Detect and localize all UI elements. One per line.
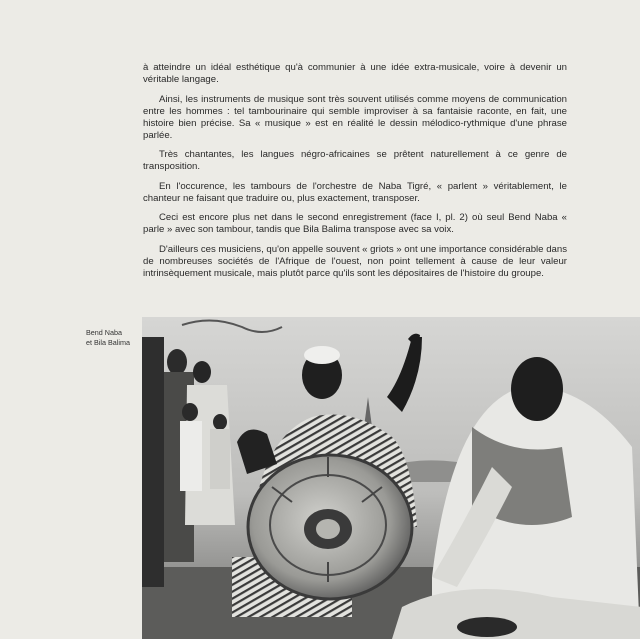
musicians-photo <box>142 317 640 639</box>
paragraph-2: Ainsi, les instruments de musique sont très souvent utilisés comme moyens de communication entre les hommes : tel tambourinaire qui semble improviser à sa fantaisie raconte, en fait, une histoire bien précise. Sa « musique » est en réalité le dessin mélodico-rythmique d'une phrase parlée. <box>143 93 567 141</box>
photo-illustration <box>142 317 640 639</box>
body-text <box>143 62 567 287</box>
paragraph-5: Ceci est encore plus net dans le second enregistrement (face I, pl. 2) où seul Bend Naba « parle » avec son tambour, tandis que Bila Balima transpose avec sa voix. <box>143 212 567 235</box>
photo-caption <box>86 328 138 347</box>
paragraph-6: D'ailleurs ces musiciens, qu'on appelle souvent « griots » ont une importance considérable dans de nombreuses sociétés de l'Afrique de l'ouest, non point tellement à cause de leur valeur intrinsèquement musicale, mais plutôt parce qu'ils sont les dépositaires de l'histoire du groupe. <box>143 243 567 279</box>
paragraph-4: En l'occurence, les tambours de l'orchestre de Naba Tigré, « parlent » véritablement, le chanteur ne faisant que traduire ou, plus exactement, transposer. <box>143 180 567 204</box>
paragraph-1: à atteindre un idéal esthétique qu'à communier à une idée extra-musicale, voire à devenir un véritable langage. <box>143 62 567 85</box>
drum <box>248 455 412 599</box>
caption-line-2: et Bila Balima <box>86 337 130 347</box>
paragraph-3: Très chantantes, les langues négro-africaines se prêtent naturellement à ce genre de transposition. <box>143 149 567 172</box>
caption-line-1: Bend Naba <box>86 328 122 337</box>
